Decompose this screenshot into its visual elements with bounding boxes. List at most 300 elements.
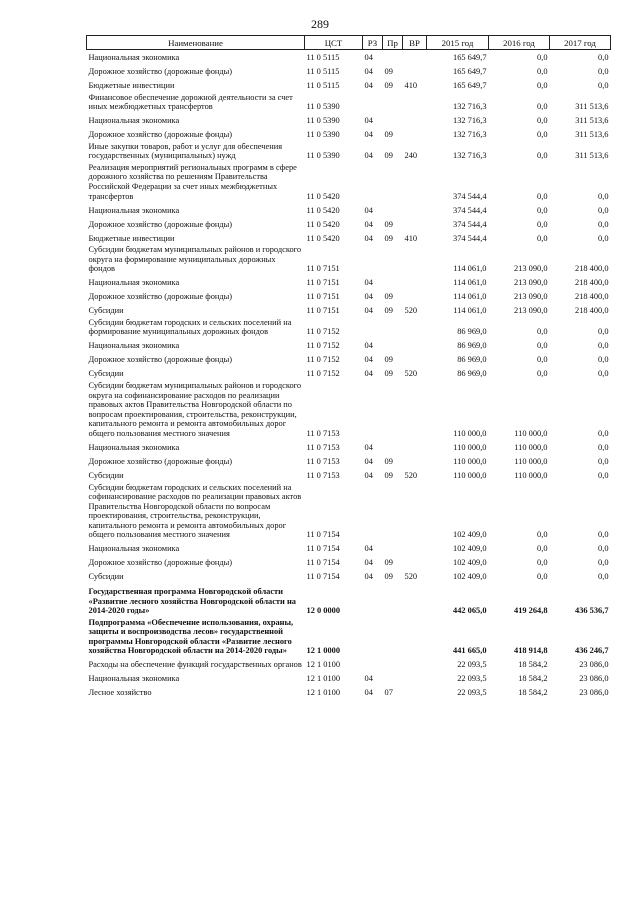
cell-rz — [363, 657, 383, 671]
table-row — [87, 482, 611, 541]
cell-2015: 110 000,0 — [453, 456, 487, 466]
cell-pr — [383, 440, 403, 454]
cell-rz: 04 — [364, 306, 373, 316]
table-row — [87, 685, 611, 699]
table-row — [87, 583, 611, 617]
table-row — [87, 617, 611, 657]
cell-pr — [383, 380, 403, 439]
cell-2017: 0,0 — [598, 442, 609, 452]
cell-name: Реализация мероприятий региональных программ в сфере дорожного хозяйства по решениям Правительства Российской Федерации за счет иных межбюджетных трансфертов — [88, 162, 297, 201]
table-row — [87, 127, 611, 141]
cell-vr — [403, 289, 427, 303]
table-row — [87, 541, 611, 555]
table-row — [87, 657, 611, 671]
cell-2016: 0,0 — [537, 355, 548, 365]
cell-rz: 04 — [364, 341, 373, 351]
cell-pr — [383, 244, 403, 275]
cell-rz — [363, 317, 383, 338]
cell-csr: 11 0 5115 — [306, 52, 340, 62]
cell-2015: 132 716,3 — [453, 130, 487, 140]
cell-name: Дорожное хозяйство (дорожные фонды) — [88, 355, 233, 365]
cell-name: Субсидии — [88, 369, 124, 379]
cell-2015: 165 649,7 — [453, 80, 487, 90]
cell-vr: 410 — [404, 233, 418, 243]
cell-2017: 0,0 — [598, 572, 609, 582]
cell-pr: 09 — [384, 292, 393, 302]
cell-rz: 04 — [364, 219, 373, 229]
cell-rz: 04 — [364, 66, 373, 76]
cell-csr: 11 0 5390 — [306, 102, 340, 112]
cell-2016: 0,0 — [537, 66, 548, 76]
cell-2017: 218 400,0 — [575, 292, 609, 302]
cell-rz: 04 — [364, 278, 373, 288]
table-row — [87, 162, 611, 202]
cell-pr — [383, 482, 403, 541]
cell-2015: 374 544,4 — [453, 191, 487, 201]
cell-2016: 0,0 — [537, 530, 548, 540]
cell-2017: 0,0 — [598, 205, 609, 215]
cell-name: Дорожное хозяйство (дорожные фонды) — [88, 558, 233, 568]
cell-csr: 11 0 7152 — [306, 369, 340, 379]
cell-vr — [403, 617, 427, 657]
table-row — [87, 303, 611, 317]
table-row — [87, 569, 611, 583]
cell-rz — [363, 244, 383, 275]
cell-pr: 09 — [384, 456, 393, 466]
cell-csr: 11 0 5115 — [306, 66, 340, 76]
table-row — [87, 440, 611, 454]
cell-vr — [403, 113, 427, 127]
cell-pr — [383, 671, 403, 685]
cell-2015: 86 969,0 — [457, 369, 487, 379]
table-row — [87, 113, 611, 127]
header-csr: ЦСТ — [305, 36, 363, 50]
cell-rz: 04 — [364, 151, 373, 161]
cell-csr: 11 0 5420 — [306, 219, 340, 229]
cell-csr: 11 0 7153 — [306, 470, 340, 480]
cell-2015: 110 000,0 — [453, 442, 487, 452]
cell-pr: 09 — [384, 558, 393, 568]
cell-rz — [363, 617, 383, 657]
cell-pr: 09 — [384, 470, 393, 480]
cell-csr: 12 0 0000 — [306, 606, 340, 616]
table-row — [87, 92, 611, 113]
cell-2017: 0,0 — [598, 233, 609, 243]
cell-csr: 12 1 0000 — [306, 646, 340, 656]
cell-vr — [403, 338, 427, 352]
cell-2015: 102 409,0 — [453, 544, 487, 554]
cell-2015: 132 716,3 — [453, 102, 487, 112]
cell-name: Субсидии — [88, 306, 124, 316]
cell-2016: 18 584,2 — [518, 660, 548, 670]
cell-rz: 04 — [364, 355, 373, 365]
cell-2015: 442 065,0 — [453, 606, 487, 616]
cell-csr: 11 0 7154 — [306, 572, 340, 582]
cell-csr: 12 1 0100 — [306, 674, 340, 684]
cell-name: Национальная экономика — [88, 674, 180, 684]
cell-2015: 374 544,4 — [453, 205, 487, 215]
cell-rz: 04 — [364, 558, 373, 568]
cell-name: Национальная экономика — [88, 341, 180, 351]
cell-name: Субсидии бюджетам городских и сельских поселений на формирование муниципальных дорожных фондов — [88, 317, 292, 337]
cell-csr: 11 0 7152 — [306, 327, 340, 337]
cell-vr: 520 — [404, 470, 418, 480]
cell-rz: 04 — [364, 369, 373, 379]
cell-2015: 110 000,0 — [453, 428, 487, 438]
cell-2017: 311 513,6 — [575, 116, 609, 126]
cell-name: Государственная программа Новгородской области «Развитие лесного хозяйства Новгородской области на 2014-2020 годы» — [88, 586, 296, 616]
cell-vr — [403, 92, 427, 113]
cell-2015: 86 969,0 — [457, 341, 487, 351]
cell-2017: 311 513,6 — [575, 102, 609, 112]
cell-pr: 09 — [384, 80, 393, 90]
cell-pr: 09 — [384, 306, 393, 316]
cell-2016: 0,0 — [537, 219, 548, 229]
cell-2015: 165 649,7 — [453, 52, 487, 62]
cell-name: Национальная экономика — [88, 278, 180, 288]
cell-pr: 09 — [384, 369, 393, 379]
cell-rz: 04 — [364, 116, 373, 126]
cell-csr: 11 0 7153 — [306, 456, 340, 466]
cell-name: Лесное хозяйство — [88, 688, 152, 698]
cell-vr — [403, 671, 427, 685]
cell-2017: 218 400,0 — [575, 306, 609, 316]
cell-rz: 04 — [364, 233, 373, 243]
cell-2016: 213 090,0 — [514, 306, 548, 316]
cell-csr: 11 0 5420 — [306, 233, 340, 243]
cell-pr — [383, 541, 403, 555]
cell-2016: 213 090,0 — [514, 292, 548, 302]
cell-name: Субсидии — [88, 470, 124, 480]
cell-csr: 11 0 7151 — [306, 264, 340, 274]
cell-2015: 22 093,5 — [457, 660, 487, 670]
cell-pr — [383, 50, 403, 64]
cell-rz: 04 — [364, 292, 373, 302]
cell-2016: 18 584,2 — [518, 688, 548, 698]
cell-2015: 102 409,0 — [453, 558, 487, 568]
cell-name: Субсидии бюджетам городских и сельских поселений на софинансирование расходов по реализации правовых актов Правительства Новгородской области по вопросам проектирования, строительства, реконструкции, капитального ремонта и ремонта автомобильных дорог общего пользования местного значения — [88, 482, 302, 540]
cell-rz — [363, 162, 383, 202]
cell-2016: 110 000,0 — [514, 456, 548, 466]
cell-vr — [403, 583, 427, 617]
cell-2016: 418 914,8 — [514, 646, 548, 656]
cell-2017: 0,0 — [598, 428, 609, 438]
cell-2017: 23 086,0 — [579, 674, 609, 684]
cell-csr: 11 0 5390 — [306, 151, 340, 161]
cell-name: Иные закупки товаров, работ и услуг для обеспечения государственных (муниципальных) нужд — [88, 141, 283, 161]
cell-2015: 102 409,0 — [453, 572, 487, 582]
cell-rz: 04 — [364, 130, 373, 140]
cell-rz — [363, 92, 383, 113]
cell-vr — [403, 352, 427, 366]
cell-pr — [383, 657, 403, 671]
cell-name: Субсидии — [88, 572, 124, 582]
cell-2015: 165 649,7 — [453, 66, 487, 76]
cell-2016: 0,0 — [537, 191, 548, 201]
cell-2015: 114 061,0 — [453, 264, 487, 274]
cell-rz: 04 — [364, 80, 373, 90]
cell-2015: 374 544,4 — [453, 219, 487, 229]
cell-csr: 11 0 7151 — [306, 306, 340, 316]
cell-pr — [383, 202, 403, 216]
table-row — [87, 275, 611, 289]
cell-csr: 11 0 7153 — [306, 442, 340, 452]
table-row — [87, 289, 611, 303]
cell-2016: 0,0 — [537, 130, 548, 140]
cell-2016: 110 000,0 — [514, 428, 548, 438]
cell-2017: 0,0 — [598, 456, 609, 466]
cell-pr — [383, 275, 403, 289]
header-2016: 2016 год — [489, 36, 550, 50]
cell-vr — [403, 380, 427, 439]
cell-pr: 07 — [384, 688, 393, 698]
cell-2017: 0,0 — [598, 341, 609, 351]
cell-name: Дорожное хозяйство (дорожные фонды) — [88, 456, 233, 466]
table-row — [87, 671, 611, 685]
cell-rz: 04 — [364, 688, 373, 698]
header-name: Наименование — [87, 36, 305, 50]
cell-csr: 11 0 7154 — [306, 544, 340, 554]
cell-name: Национальная экономика — [88, 544, 180, 554]
cell-2017: 23 086,0 — [579, 660, 609, 670]
cell-vr — [403, 685, 427, 699]
cell-vr — [403, 127, 427, 141]
cell-name: Национальная экономика — [88, 205, 180, 215]
table-row — [87, 244, 611, 275]
cell-name: Дорожное хозяйство (дорожные фонды) — [88, 130, 233, 140]
cell-2016: 0,0 — [537, 233, 548, 243]
cell-csr: 11 0 7151 — [306, 278, 340, 288]
cell-2017: 311 513,6 — [575, 151, 609, 161]
cell-vr — [403, 555, 427, 569]
cell-2015: 110 000,0 — [453, 470, 487, 480]
cell-vr — [403, 244, 427, 275]
cell-csr: 11 0 7153 — [306, 428, 340, 438]
header-rz: РЗ — [363, 36, 383, 50]
cell-pr: 09 — [384, 572, 393, 582]
cell-2015: 102 409,0 — [453, 530, 487, 540]
cell-rz: 04 — [364, 544, 373, 554]
cell-csr: 11 0 5420 — [306, 191, 340, 201]
cell-2017: 0,0 — [598, 530, 609, 540]
cell-vr: 410 — [404, 80, 418, 90]
page-number: 289 — [311, 17, 329, 31]
cell-2017: 0,0 — [598, 558, 609, 568]
cell-name: Финансовое обеспечение дорожной деятельности за счет иных межбюджетных трансфертов — [88, 92, 293, 112]
cell-csr: 11 0 7152 — [306, 355, 340, 365]
cell-2017: 0,0 — [598, 191, 609, 201]
cell-2016: 0,0 — [537, 572, 548, 582]
cell-pr: 09 — [384, 355, 393, 365]
cell-csr: 11 0 5420 — [306, 205, 340, 215]
cell-pr — [383, 317, 403, 338]
cell-2015: 86 969,0 — [457, 355, 487, 365]
cell-name: Бюджетные инвестиции — [88, 80, 175, 90]
cell-rz — [363, 380, 383, 439]
cell-csr: 11 0 7151 — [306, 292, 340, 302]
cell-pr: 09 — [384, 233, 393, 243]
budget-table — [86, 35, 611, 699]
cell-2015: 114 061,0 — [453, 278, 487, 288]
cell-pr: 09 — [384, 130, 393, 140]
cell-name: Расходы на обеспечение функций государственных органов — [88, 660, 302, 670]
cell-pr — [383, 92, 403, 113]
header-pr: Пр — [383, 36, 403, 50]
cell-vr: 520 — [404, 572, 418, 582]
cell-2017: 218 400,0 — [575, 278, 609, 288]
cell-2016: 0,0 — [537, 102, 548, 112]
cell-2015: 22 093,5 — [457, 674, 487, 684]
cell-vr — [403, 275, 427, 289]
table-body — [87, 50, 611, 700]
cell-vr — [403, 482, 427, 541]
cell-rz: 04 — [364, 674, 373, 684]
cell-2017: 311 513,6 — [575, 130, 609, 140]
cell-vr — [403, 202, 427, 216]
cell-vr — [403, 657, 427, 671]
cell-vr: 240 — [404, 151, 418, 161]
cell-2017: 436 246,7 — [575, 646, 609, 656]
cell-pr — [383, 617, 403, 657]
cell-vr — [403, 440, 427, 454]
cell-2016: 18 584,2 — [518, 674, 548, 684]
cell-2015: 114 061,0 — [453, 292, 487, 302]
table-row — [87, 202, 611, 216]
header-vr: ВР — [403, 36, 427, 50]
cell-csr: 11 0 7152 — [306, 341, 340, 351]
cell-2017: 0,0 — [598, 369, 609, 379]
cell-2016: 0,0 — [537, 80, 548, 90]
cell-rz: 04 — [364, 442, 373, 452]
cell-csr: 11 0 5115 — [306, 80, 340, 90]
table-row — [87, 64, 611, 78]
header-2017: 2017 год — [550, 36, 611, 50]
table-row — [87, 366, 611, 380]
cell-vr — [403, 64, 427, 78]
cell-2015: 374 544,4 — [453, 233, 487, 243]
cell-vr — [403, 216, 427, 230]
cell-pr — [383, 338, 403, 352]
cell-rz — [363, 583, 383, 617]
cell-pr: 09 — [384, 151, 393, 161]
cell-2017: 0,0 — [598, 355, 609, 365]
cell-2016: 0,0 — [537, 369, 548, 379]
cell-2016: 0,0 — [537, 52, 548, 62]
cell-name: Дорожное хозяйство (дорожные фонды) — [88, 66, 233, 76]
cell-vr — [403, 162, 427, 202]
cell-2016: 213 090,0 — [514, 264, 548, 274]
table-row — [87, 317, 611, 338]
cell-pr: 09 — [384, 219, 393, 229]
cell-pr: 09 — [384, 66, 393, 76]
cell-vr — [403, 50, 427, 64]
table-row — [87, 50, 611, 64]
cell-rz: 04 — [364, 205, 373, 215]
cell-pr — [383, 113, 403, 127]
cell-csr: 11 0 7154 — [306, 530, 340, 540]
cell-csr: 11 0 7154 — [306, 558, 340, 568]
cell-2017: 436 536,7 — [575, 606, 609, 616]
cell-name: Дорожное хозяйство (дорожные фонды) — [88, 292, 233, 302]
cell-csr: 11 0 5390 — [306, 116, 340, 126]
cell-name: Национальная экономика — [88, 52, 180, 62]
cell-2015: 132 716,3 — [453, 151, 487, 161]
cell-2016: 419 264,8 — [514, 606, 548, 616]
cell-vr — [403, 317, 427, 338]
cell-2016: 0,0 — [537, 327, 548, 337]
cell-pr — [383, 583, 403, 617]
cell-vr: 520 — [404, 369, 418, 379]
cell-2016: 0,0 — [537, 116, 548, 126]
cell-pr — [383, 162, 403, 202]
cell-2016: 213 090,0 — [514, 278, 548, 288]
cell-2016: 0,0 — [537, 205, 548, 215]
cell-2015: 441 665,0 — [453, 646, 487, 656]
cell-name: Национальная экономика — [88, 442, 180, 452]
cell-2016: 0,0 — [537, 151, 548, 161]
cell-rz: 04 — [364, 456, 373, 466]
cell-name: Дорожное хозяйство (дорожные фонды) — [88, 219, 233, 229]
cell-2015: 114 061,0 — [453, 306, 487, 316]
cell-csr: 12 1 0100 — [306, 660, 340, 670]
cell-2015: 132 716,3 — [453, 116, 487, 126]
table-row — [87, 380, 611, 439]
cell-2016: 0,0 — [537, 558, 548, 568]
cell-2017: 0,0 — [598, 470, 609, 480]
table-header-row — [87, 36, 611, 50]
cell-name: Субсидии бюджетам муниципальных районов и городского округа на софинансирование расходов по реализации правовых актов Правительства Новгородской области по вопросам проектирования, строительства, реконструкции, капитального ремонта и ремонта автомобильных дорог общего пользования местного значения — [88, 381, 302, 438]
cell-2015: 86 969,0 — [457, 327, 487, 337]
cell-rz: 04 — [364, 572, 373, 582]
table-row — [87, 468, 611, 482]
table-row — [87, 141, 611, 162]
cell-2017: 0,0 — [598, 327, 609, 337]
cell-name: Бюджетные инвестиции — [88, 233, 175, 243]
cell-2016: 0,0 — [537, 341, 548, 351]
cell-2016: 0,0 — [537, 544, 548, 554]
table-row — [87, 555, 611, 569]
cell-vr: 520 — [404, 306, 418, 316]
cell-2017: 23 086,0 — [579, 688, 609, 698]
cell-2016: 110 000,0 — [514, 470, 548, 480]
cell-rz: 04 — [364, 470, 373, 480]
cell-2017: 0,0 — [598, 52, 609, 62]
cell-name: Национальная экономика — [88, 116, 180, 126]
cell-2017: 0,0 — [598, 544, 609, 554]
cell-2017: 0,0 — [598, 80, 609, 90]
cell-rz: 04 — [364, 52, 373, 62]
header-2015: 2015 год — [427, 36, 489, 50]
cell-2015: 22 093,5 — [457, 688, 487, 698]
table-row — [87, 352, 611, 366]
table-row — [87, 454, 611, 468]
cell-2017: 218 400,0 — [575, 264, 609, 274]
cell-2016: 110 000,0 — [514, 442, 548, 452]
cell-2017: 0,0 — [598, 66, 609, 76]
table-row — [87, 338, 611, 352]
table-row — [87, 216, 611, 230]
cell-csr: 11 0 5390 — [306, 130, 340, 140]
cell-2017: 0,0 — [598, 219, 609, 229]
cell-rz — [363, 482, 383, 541]
cell-vr — [403, 454, 427, 468]
table-row — [87, 230, 611, 244]
cell-name: Подпрограмма «Обеспечение использования, охраны, защиты и воспроизводства лесов» государственной программы Новгородской области «Развитие лесного хозяйства Новгородской области на 2014-2020 годы» — [88, 617, 294, 656]
table-row — [87, 78, 611, 92]
cell-vr — [403, 541, 427, 555]
cell-csr: 12 1 0100 — [306, 688, 340, 698]
cell-name: Субсидии бюджетам муниципальных районов и городского округа на формирование муниципальных дорожных фондов — [88, 245, 302, 274]
